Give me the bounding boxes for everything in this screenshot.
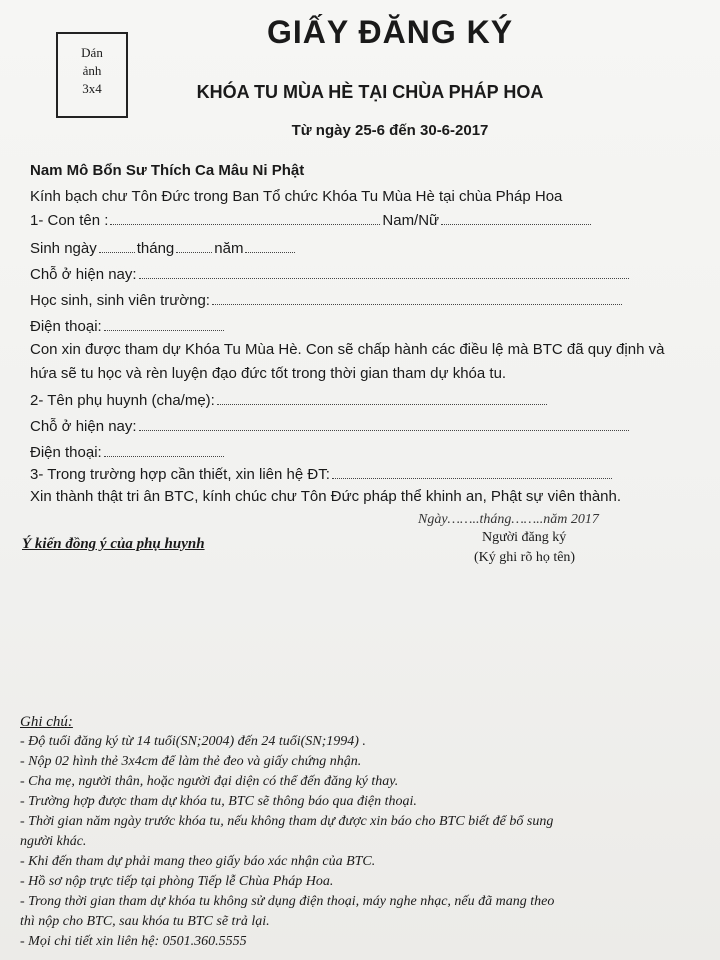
parent-phone-row <box>30 444 226 461</box>
emergency-contact-blank[interactable] <box>332 466 612 479</box>
gender-blank[interactable] <box>441 212 591 225</box>
form-subtitle: KHÓA TU MÙA HÈ TẠI CHÙA PHÁP HOA <box>196 82 544 102</box>
residence-label: Chỗ ở hiện nay: <box>30 266 137 283</box>
dob-year-blank[interactable] <box>245 240 295 253</box>
dob-day-label: Sinh ngày <box>30 240 97 257</box>
emergency-contact-label: 3- Trong trường hợp cần thiết, xin liên hệ ĐT: <box>30 466 330 483</box>
parent-phone-label: Điện thoại: <box>30 444 102 461</box>
photo-box-line: ảnh <box>82 63 102 78</box>
phone-blank[interactable] <box>104 318 224 331</box>
photo-box-line: 3x4 <box>82 81 102 96</box>
notes-heading: Ghi chú: <box>20 714 73 730</box>
closing-line: Xin thành thật tri ân BTC, kính chúc chư Tôn Đức pháp thể khinh an, Phật sự viên thành. <box>30 488 622 505</box>
school-blank[interactable] <box>212 292 622 305</box>
phone-label: Điện thoại: <box>30 318 102 335</box>
gender-field-label: Nam/Nữ <box>382 212 440 229</box>
note-item: - Trong thời gian tham dự khóa tu không sử dụng điện thoại, máy nghe nhạc, nếu đã mang theo <box>20 894 555 909</box>
photo-placeholder-box <box>56 32 128 118</box>
dob-day-blank[interactable] <box>99 240 135 253</box>
note-item: - Hồ sơ nộp trực tiếp tại phòng Tiếp lễ Chùa Pháp Hoa. <box>20 874 334 889</box>
note-item: thì nộp cho BTC, sau khóa tu BTC sẽ trả lại. <box>20 914 270 929</box>
note-item: - Mọi chi tiết xin liên hệ: 0501.360.5555 <box>20 934 247 949</box>
name-field-label: 1- Con tên : <box>30 212 109 229</box>
pledge-paragraph: Con xin được tham dự Khóa Tu Mùa Hè. Con sẽ chấp hành các điều lệ mà BTC đã quy định và hứa sẽ tu học và rèn luyện đạo đức tốt trong thời gian tham dự khóa tu. <box>30 341 665 382</box>
school-label: Học sinh, sinh viên trường: <box>30 292 210 309</box>
name-field-row <box>30 212 593 229</box>
parent-name-label: 2- Tên phụ huynh (cha/mẹ): <box>30 392 215 409</box>
form-dates: Từ ngày 25-6 đến 30-6-2017 <box>291 122 489 139</box>
note-item: - Khi đến tham dự phải mang theo giấy báo xác nhận của BTC. <box>20 854 376 869</box>
note-item: người khác. <box>20 834 87 849</box>
form-title: GIẤY ĐĂNG KÝ <box>266 14 514 50</box>
phone-field-row <box>30 318 226 335</box>
residence-blank[interactable] <box>139 266 629 279</box>
dob-field-row <box>30 240 297 257</box>
parent-residence-label: Chỗ ở hiện nay: <box>30 418 137 435</box>
greeting: Nam Mô Bổn Sư Thích Ca Mâu Ni Phật <box>30 162 305 179</box>
name-blank[interactable] <box>110 212 380 225</box>
signer-note: (Ký ghi rõ họ tên) <box>474 550 576 565</box>
notes-list <box>20 732 700 952</box>
note-item: - Trường hợp được tham dự khóa tu, BTC sẽ thông báo qua điện thoại. <box>20 794 417 809</box>
parent-residence-blank[interactable] <box>139 418 629 431</box>
dob-year-label: năm <box>214 240 244 257</box>
parent-phone-blank[interactable] <box>104 444 224 457</box>
parent-consent-heading: Ý kiến đồng ý của phụ huynh <box>22 536 205 552</box>
dob-month-label: tháng <box>136 240 175 257</box>
parent-name-row <box>30 392 549 409</box>
residence-field-row <box>30 266 631 283</box>
note-item: - Cha mẹ, người thân, hoặc người đại diện có thể đến đăng ký thay. <box>20 774 399 789</box>
parent-residence-row <box>30 418 631 435</box>
photo-box-line: Dán <box>81 45 103 60</box>
signature-date-line: Ngày……..tháng……..năm 2017 <box>418 512 599 527</box>
note-item: - Nộp 02 hình thẻ 3x4cm để làm thẻ đeo và giấy chứng nhận. <box>20 754 362 769</box>
note-item: - Độ tuổi đăng ký từ 14 tuổi(SN;2004) đến 24 tuổi(SN;1994) . <box>20 734 366 749</box>
signer-label: Người đăng ký <box>482 530 567 545</box>
note-item: - Thời gian năm ngày trước khóa tu, nếu không tham dự được xin báo cho BTC biết để bổ sung <box>20 814 554 829</box>
emergency-contact-row <box>30 466 614 483</box>
parent-name-blank[interactable] <box>217 392 547 405</box>
school-field-row <box>30 292 624 309</box>
address-line: Kính bạch chư Tôn Đức trong Ban Tổ chức Khóa Tu Mùa Hè tại chùa Pháp Hoa <box>30 188 563 205</box>
dob-month-blank[interactable] <box>176 240 212 253</box>
